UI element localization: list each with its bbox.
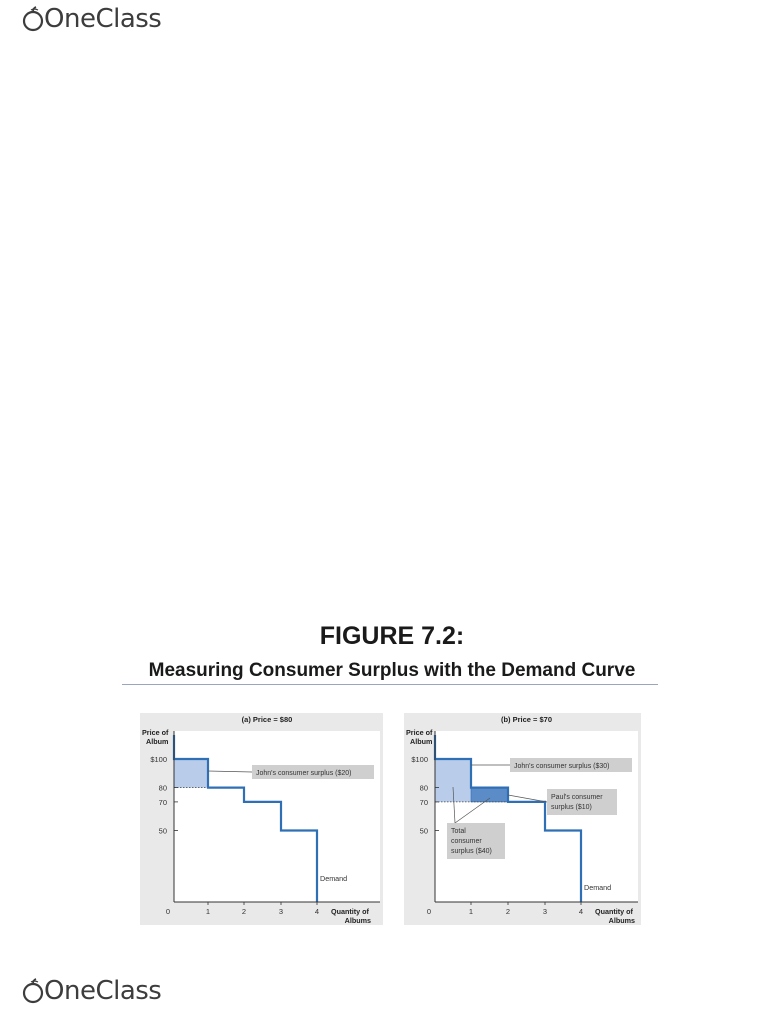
x-tick-label: 2	[505, 907, 511, 916]
annotation-total: consumer	[451, 838, 482, 845]
plot-area	[174, 731, 380, 902]
y-axis-label-line2: Album	[410, 737, 433, 746]
y-axis-label-line2: Album	[146, 737, 169, 746]
x-tick-label: 0	[426, 907, 432, 916]
x-tick-label: 0	[165, 907, 171, 916]
x-tick-label: 2	[241, 907, 247, 916]
demand-label: Demand	[584, 883, 612, 892]
y-tick-label: $100	[150, 755, 167, 764]
figure-title: FIGURE 7.2:	[319, 622, 465, 650]
chart-title: (a) Price = $80	[241, 715, 293, 724]
chart-b-svg	[404, 713, 641, 925]
brand-name: OneClass	[44, 4, 162, 34]
annotation-john: John's consumer surplus ($30)	[514, 763, 610, 770]
x-axis-label-line2: Albums	[608, 916, 635, 925]
surplus-region-1	[435, 759, 471, 802]
y-tick-label: 50	[419, 826, 428, 836]
oneclass-logo-bottom	[22, 976, 161, 1006]
chart-title: (b) Price = $70	[500, 715, 553, 724]
y-tick-label: $100	[411, 755, 428, 764]
surplus-region-1	[174, 759, 208, 788]
x-tick-label: 3	[542, 907, 548, 916]
acorn-icon	[22, 6, 44, 32]
y-tick-label: 70	[419, 797, 428, 807]
plot-area	[435, 731, 638, 902]
chart-panel-b	[404, 713, 641, 925]
brand-name: OneClass	[44, 976, 162, 1006]
chart-panel-a	[140, 713, 383, 925]
x-axis-label-line1: Quantity of	[595, 907, 633, 916]
x-tick-label: 1	[468, 907, 474, 916]
y-tick-label: 80	[158, 783, 167, 793]
annotation-paul: surplus ($10)	[551, 804, 592, 811]
oneclass-logo-top	[22, 4, 161, 34]
x-tick-label: 1	[205, 907, 211, 916]
acorn-icon	[22, 978, 44, 1004]
chart-a-svg	[140, 713, 383, 925]
annotation-total: Total	[451, 828, 466, 835]
title-rule	[122, 684, 658, 685]
x-tick-label: 4	[314, 907, 320, 916]
y-axis-label-line1: Price of	[406, 728, 433, 737]
x-axis-label-line1: Quantity of	[331, 907, 369, 916]
annotation-box-paul	[547, 789, 617, 815]
surplus-region-2	[471, 788, 508, 802]
y-tick-label: 50	[158, 826, 167, 836]
y-tick-label: 70	[158, 797, 167, 807]
annotation-john: John's consumer surplus ($20)	[256, 770, 352, 777]
demand-label: Demand	[320, 874, 348, 883]
y-axis-label-line1: Price of	[142, 728, 169, 737]
figure-subtitle: Measuring Consumer Surplus with the Demand Curve	[148, 660, 636, 681]
x-axis-label-line2: Albums	[344, 916, 371, 925]
annotation-total: surplus ($40)	[451, 848, 492, 855]
x-tick-label: 4	[578, 907, 584, 916]
y-tick-label: 80	[419, 783, 428, 793]
annotation-paul: Paul's consumer	[551, 794, 603, 801]
x-tick-label: 3	[278, 907, 284, 916]
